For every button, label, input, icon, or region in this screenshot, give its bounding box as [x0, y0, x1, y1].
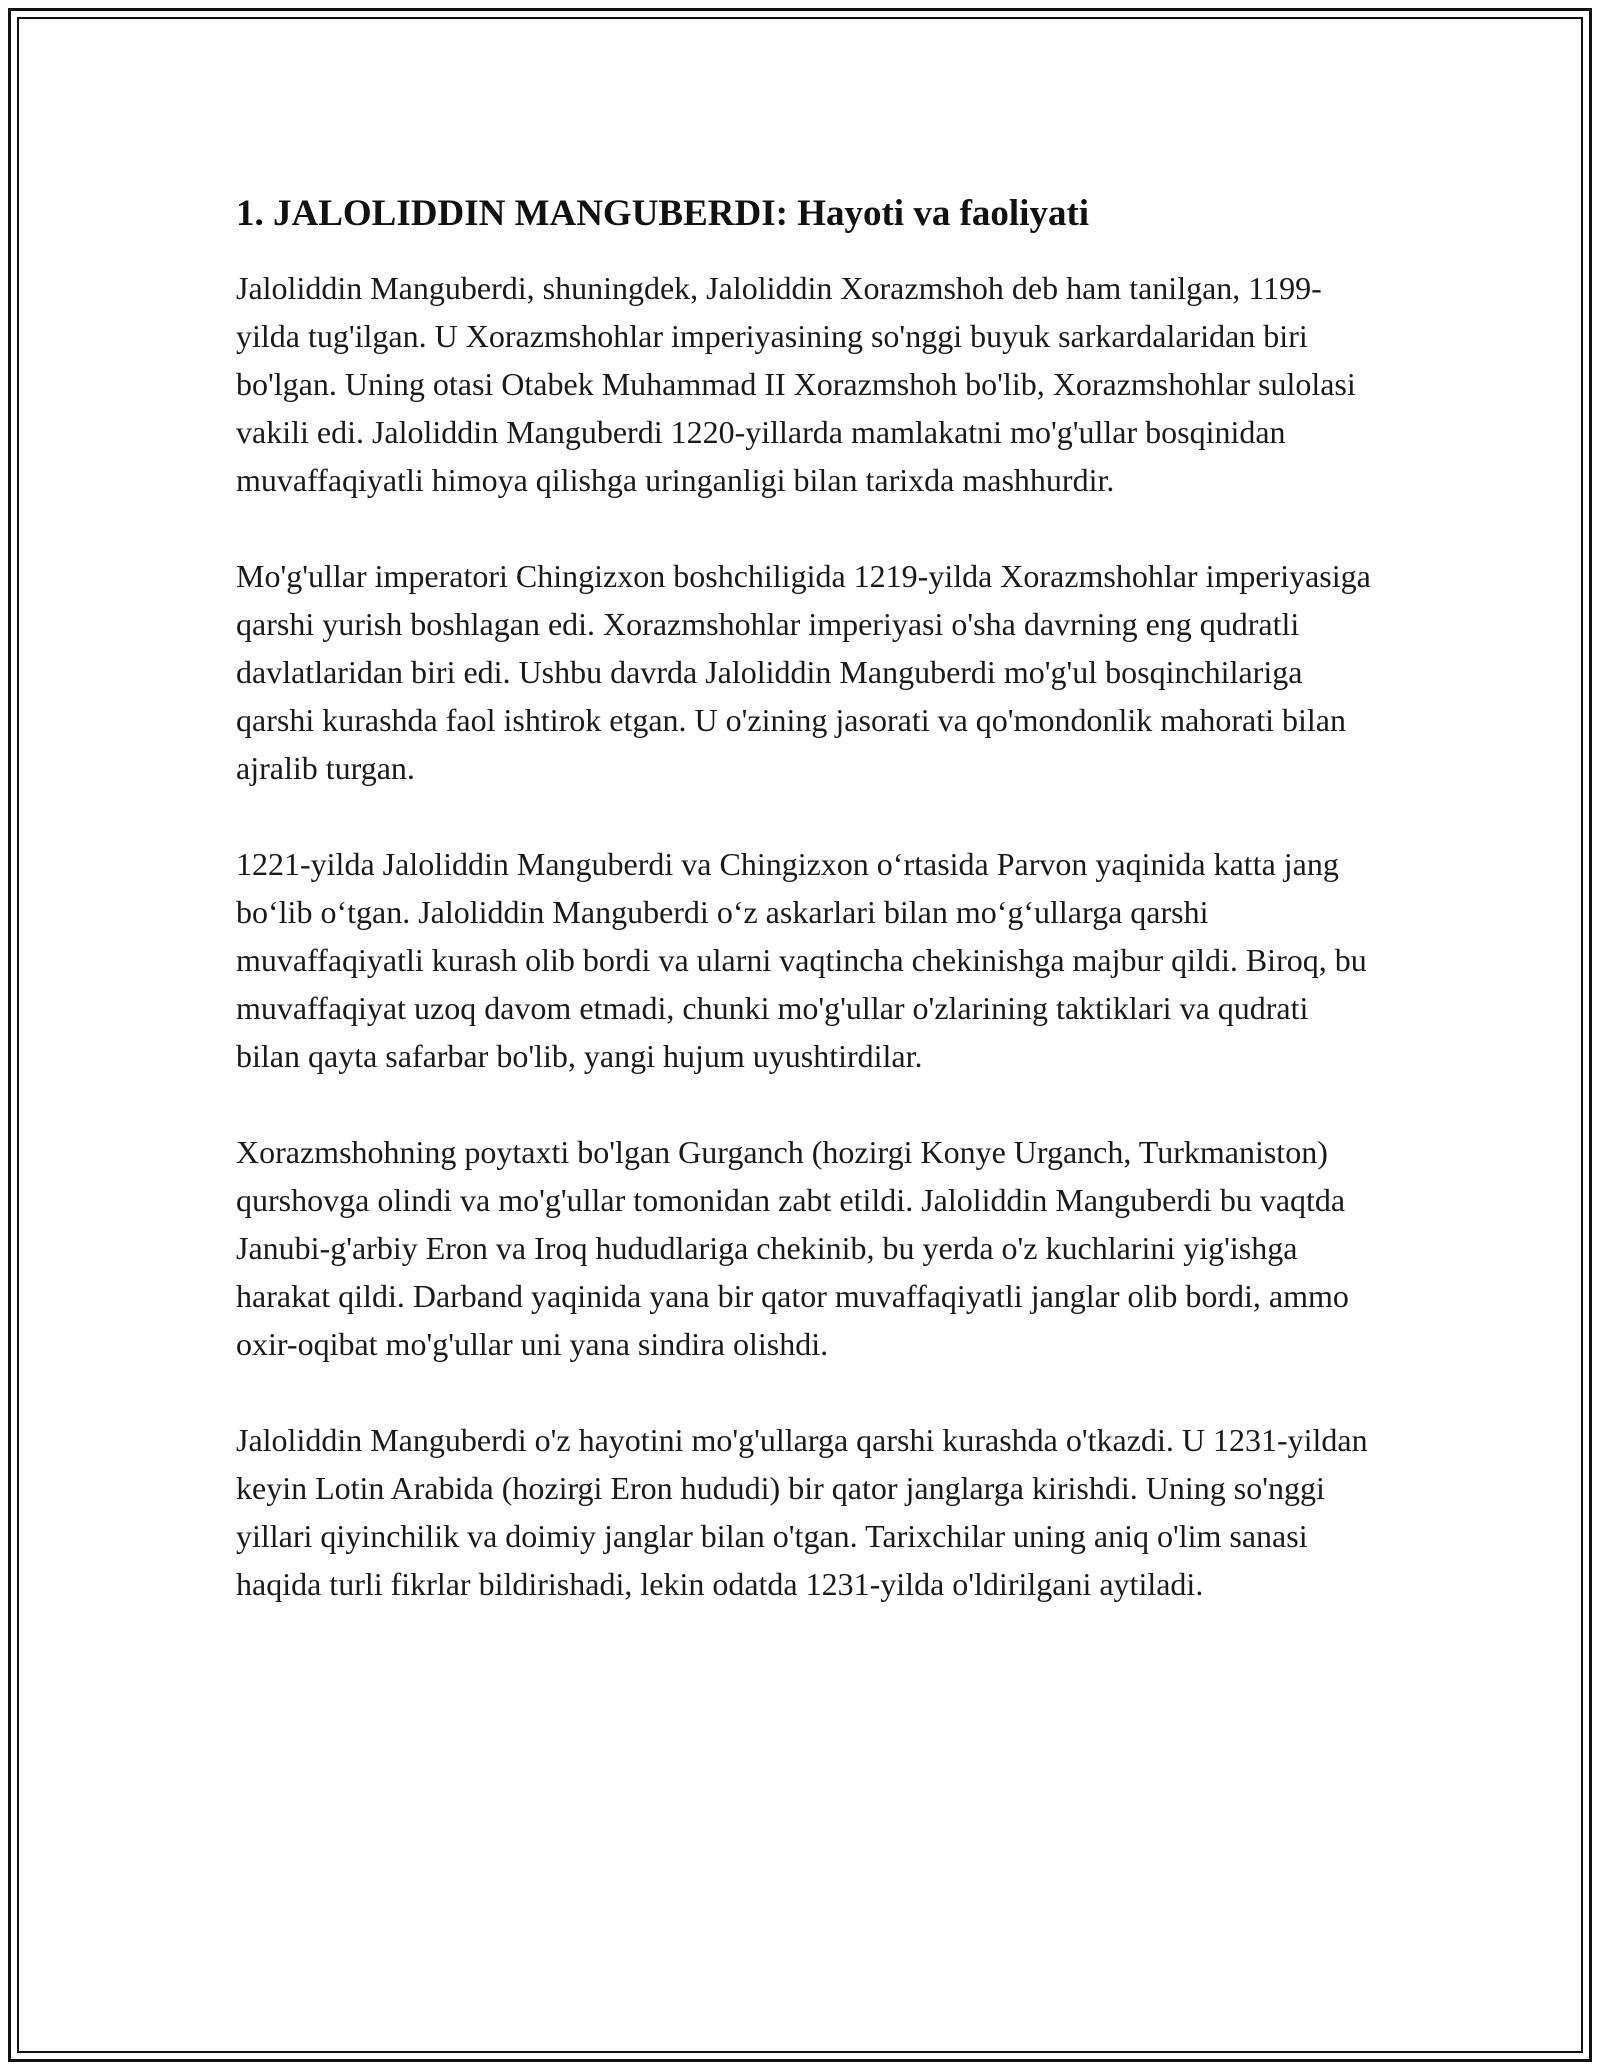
paragraph-1: Jaloliddin Manguberdi, shuningdek, Jaloliddin Xorazmshoh deb ham tanilgan, 1199-yilda tug'ilgan. U Xorazmshohlar imperiyasining so'nggi buyuk sarkardalaridan biri bo'lgan. Uning otasi Otabek Muhammad II Xorazmshoh bo'lib, Xorazmshohlar sulolasi vakili edi. Jaloliddin Manguberdi 1220-yillarda mamlakatni mo'g'ullar bosqinidan muvaffaqiyatli himoya qilishga uringanligi bilan tarixda mashhurdir.: [236, 270, 1356, 498]
paragraph-5: Jaloliddin Manguberdi o'z hayotini mo'g'ullarga qarshi kurashda o'tkazdi. U 1231-yildan keyin Lotin Arabida (hozirgi Eron hududi) bir qator janglarga kirishdi. Uning so'nggi yillari qiyinchilik va doimiy janglar bilan o'tgan. Tarixchilar uning aniq o'lim sanasi haqida turli fikrlar bildirishadi, lekin odatda 1231-yilda o'ldirilgani aytiladi.: [236, 1422, 1368, 1602]
paragraph-2: Mo'g'ullar imperatori Chingizxon boshchiligida 1219-yilda Xorazmshohlar imperiyasiga qarshi yurish boshlagan edi. Xorazmshohlar imperiyasi o'sha davrning eng qudratli davlatlaridan biri edi. Ushbu davrda Jaloliddin Manguberdi mo'g'ul bosqinchilariga qarshi kurashda faol ishtirok etgan. U o'zining jasorati va qo'mondonlik mahorati bilan ajralib turgan.: [236, 558, 1371, 786]
paragraph-3: 1221-yilda Jaloliddin Manguberdi va Chingizxon o‘rtasida Parvon yaqinida katta jang bo‘lib o‘tgan. Jaloliddin Manguberdi o‘z askarlari bilan mo‘g‘ullarga qarshi muvaffaqiyatli kurash olib bordi va ularni vaqtincha chekinishga majbur qildi. Biroq, bu muvaffaqiyat uzoq davom etmadi, chunki mo'g'ullar o'zlarining taktiklari va qudrati bilan qayta safarbar bo'lib, yangi hujum uyushtirdilar.: [236, 846, 1367, 1074]
document-body: [236, 188, 1376, 1656]
paragraph-4: Xorazmshohning poytaxti bo'lgan Gurganch (hozirgi Konye Urganch, Turkmaniston) qurshovga olindi va mo'g'ullar tomonidan zabt etildi. Jaloliddin Manguberdi bu vaqtda Janubi-g'arbiy Eron va Iroq hududlariga chekinib, bu yerda o'z kuchlarini yig'ishga harakat qildi. Darband yaqinida yana bir qator muvaffaqiyatli janglar olib bordi, ammo oxir-oqibat mo'g'ullar uni yana sindira olishdi.: [236, 1134, 1349, 1362]
page-title: 1. JALOLIDDIN MANGUBERDI: Hayoti va faoliyati: [236, 193, 1090, 234]
